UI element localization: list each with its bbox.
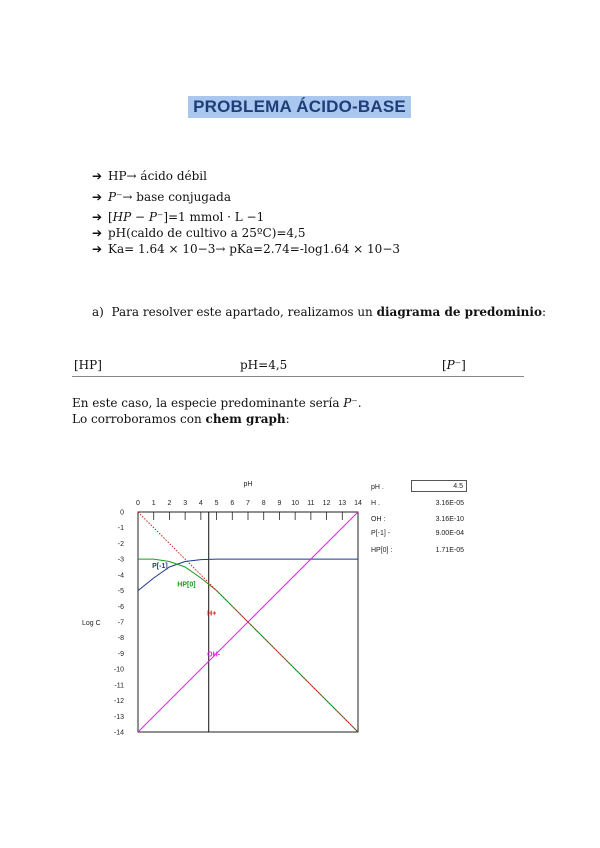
y-tick-label: -8 [117,635,124,643]
bullet-text: Ka= 1.64 × 10−3→ pKa=2.74=-log1.64 × 10−3 [108,242,401,256]
arrow-icon: ➔ [92,210,103,224]
series-line [138,559,358,591]
x-tick-label: 11 [307,500,315,507]
conclusion-post: : [285,412,290,426]
series-line [138,559,358,732]
y-tick-label: -10 [113,666,124,674]
x-tick-label: 8 [261,500,266,507]
arrow-icon: ➔ [92,190,103,204]
arrow-icon: ➔ [92,242,103,256]
bullet-item [92,189,231,205]
x-tick-label: 2 [167,500,172,507]
predominance-right: [𝑃⁻] [442,358,466,372]
section-a-bold: diagrama de predominio [376,305,542,319]
series-annotation: OH- [207,651,220,659]
x-tick-label: 0 [136,500,140,507]
predominance-divider [72,376,524,377]
y-tick-label: -11 [114,682,124,690]
bullet-text: [𝐻𝑃 − 𝑃⁻]=1 mmol · L −1 [108,210,265,224]
readout-label: OH : [371,516,386,523]
chart-title: pH [243,481,253,488]
y-tick-label: -4 [117,572,124,580]
conclusion-bold: chem graph [205,412,286,426]
readout-label: H . [371,500,380,507]
y-tick-label: -1 [117,525,124,533]
predominance-center: pH=4,5 [240,358,288,372]
x-tick-label: 13 [338,500,347,507]
bullet-item [92,225,306,241]
y-tick-label: -5 [117,588,124,596]
y-tick-label: -6 [117,603,124,611]
y-tick-label: -2 [117,540,124,548]
x-tick-label: 7 [246,500,250,507]
x-tick-label: 10 [291,500,300,507]
predominance-left: [HP] [74,358,102,372]
section-a-text: Para resolver este apartado, realizamos un [111,305,377,319]
y-axis-label: Log C [82,620,101,627]
y-tick-label: -14 [113,729,124,737]
bullet-text: 𝑃⁻→ base conjugada [108,190,231,204]
section-a-tail: : [541,305,547,319]
section-a-label: a) [92,305,104,319]
readout-label: HP[0] : [371,547,393,554]
section-a [92,305,546,319]
bullet-text: pH(caldo de cultivo a 25ºC)=4,5 [108,226,306,240]
ph-input[interactable]: 4.5 [411,480,467,492]
chem-graph-chart [70,474,370,746]
conclusion-pre: Lo corroboramos con [72,412,206,426]
x-tick-label: 3 [183,500,188,507]
page-title: PROBLEMA ÁCIDO-BASE [188,96,411,118]
series-annotation: P[-1] [152,562,168,570]
x-tick-label: 1 [151,500,156,507]
readout-value: 3.16E-05 [435,500,464,507]
readout-value: 3.16E-10 [435,516,464,523]
y-tick-label: 0 [120,509,124,517]
x-tick-label: 12 [322,500,331,507]
x-tick-label: 5 [214,500,219,507]
x-tick-label: 6 [230,500,235,507]
bullet-item [92,241,400,257]
conclusion-line1: En este caso, la especie predominante sería 𝑃⁻. [72,396,362,410]
arrow-icon: ➔ [92,226,103,240]
bullet-item [92,168,207,184]
conclusion-line2 [72,412,290,426]
y-tick-label: -7 [117,619,124,627]
ph-label: pH . [371,484,384,491]
bullet-item [92,209,264,225]
series-annotation: H+ [207,610,217,618]
y-tick-label: -9 [117,650,124,658]
y-tick-label: -13 [113,713,124,721]
y-tick-label: -3 [117,556,124,564]
readout-value: 9.00E-04 [435,530,464,537]
series-annotation: HP[0] [177,581,196,589]
readout-label: P[-1] - [371,530,391,537]
x-tick-label: 14 [354,500,362,507]
x-tick-label: 4 [198,500,203,507]
readout-value: 1.71E-05 [435,547,464,554]
arrow-icon: ➔ [92,169,103,183]
y-tick-label: -12 [113,698,124,706]
bullet-text: HP→ ácido débil [108,169,207,183]
x-tick-label: 9 [277,500,282,507]
